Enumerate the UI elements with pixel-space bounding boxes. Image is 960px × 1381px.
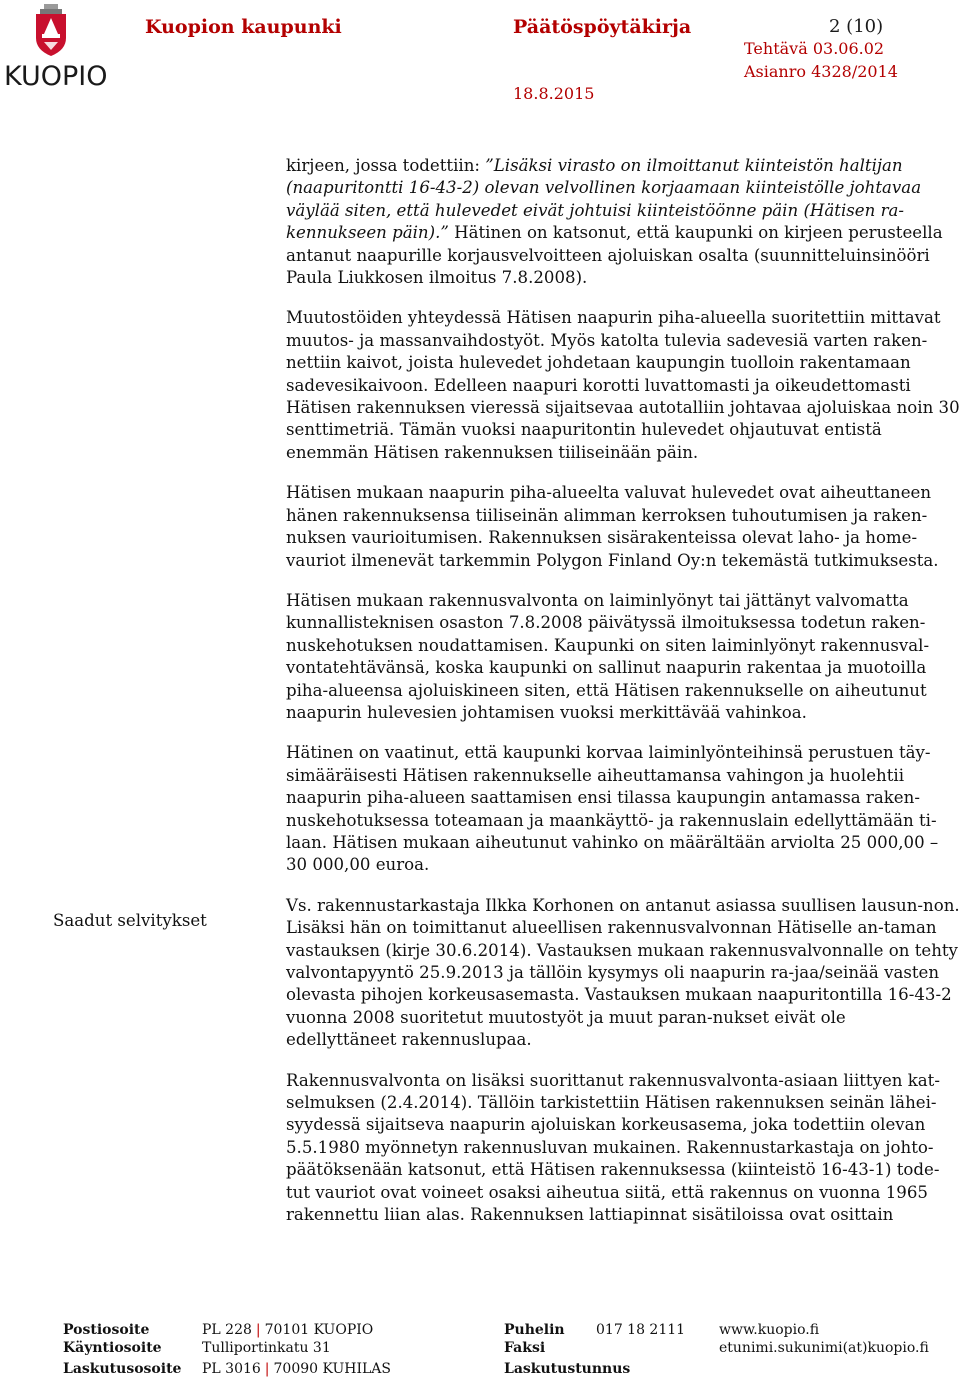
header-task: Tehtävä 03.06.02: [744, 39, 885, 58]
footer-separator: |: [264, 1361, 270, 1377]
header-page-number: 2 (10): [829, 16, 884, 37]
footer-puhelin: 017 18 2111: [596, 1322, 686, 1338]
paragraph-2: Muutostöiden yhteydessä Hätisen naapurin piha-alueella suoritettiin mittavat muutos- ja massanvaihdostyöt. Myös katolta tulevia sadevesiä varten raken-nettiin kaivot, joista hulevedet johdetaan kaupungin tuolloin rakentamaan sadevesikaivoon. Edelleen naapuri korotti luvattomasti ja oikeudettomasti Hätisen rakennuksen vieressä sijaitsevaa autotalliin johtavaa ajoluiskaa noin 30 senttimetriä. Tämän vuoksi naapuritontin hulevedet ohjautuvat entistä enemmän Hätisen rakennuksen tiiliseinään päin.: [286, 308, 960, 462]
footer-email-link[interactable]: etunimi.sukunimi(at)kuopio.fi: [719, 1340, 929, 1356]
footer-laskutustunnus-label: Laskutustunnus: [504, 1361, 631, 1377]
footer: [63, 1320, 960, 1380]
footer-postiosoite-label: Postiosoite: [63, 1322, 150, 1338]
footer-postiosoite-a: PL 228: [202, 1322, 252, 1338]
footer-postiosoite-b: 70101 KUOPIO: [264, 1322, 374, 1338]
footer-separator: |: [255, 1322, 261, 1338]
footer-laskutusosoite-a: PL 3016: [202, 1361, 261, 1377]
header-case-number: Asianro 4328/2014: [744, 62, 898, 81]
paragraph-1: [286, 155, 960, 289]
paragraph-6: Vs. rakennustarkastaja Ilkka Korhonen on antanut asiassa suullisen lausun-non. Lisäksi hän on toimittanut alueellisen rakennusvalvonnan Hätiselle an-taman vastauksen (kirje 30.6.2014). Vastauksen mukaan rakennusvalvonnalle on tehty valvontapyyntö 25.9.2013 ja tällöin kysymys oli naapurin ra-jaa/seinää vasten olevasta pihojen korkeusasemasta. Vastauksen mukaan naapuritontilla 16-43-2 vuonna 2008 suoritetut muutostyöt ja muut paran-nukset eivät ole edellyttäneet rakennuslupaa.: [286, 895, 960, 1050]
paragraph-7: Rakennusvalvonta on lisäksi suorittanut rakennusvalvonta-asiaan liittyen kat-selmuksen (2.4.2014). Tällöin tarkistettiin Hätisen rakennuksen seinän lähei-syydessä sijaitseva naapurin ajoluiskan korkeusasema, joka todettiin olevan 5.5.1980 myönnetyn rakennusluvan mukainen. Rakennustarkastaja on johto-päätöksenään katsonut, että Hätisen rakennuksessa (kiinteistö 16-43-1) tode-tut vauriot ovat voineet osaksi aiheutua siitä, että rakennus on vuonna 1965 rakennettu liian alas. Rakennuksen lattiapinnat sisätiloissa ovat osittain: [286, 1070, 940, 1225]
section-label-saadut-selvitykset: Saadut selvitykset: [53, 911, 207, 930]
document-body: [286, 155, 960, 1244]
footer-laskutusosoite-b: 70090 KUHILAS: [273, 1361, 391, 1377]
logo-wordmark: KUOPIO: [4, 61, 108, 92]
paragraph-1-rest: Hätinen on katsonut, että kaupunki on kirjeen perusteella antanut naapurille korjausvelvoitteen ajoluiskan osalta (suunnitteluinsinööri Paula Liukkosen ilmoitus 7.8.2008).: [286, 223, 943, 288]
paragraph-1-quote: ”Lisäksi virasto on ilmoittanut kiinteistön haltijan (naapuritontti 16-43-2) olevan velvollinen korjaamaan kiinteistölle johtavaa väylää siten, että hulevedet eivät johtuisi kiinteistöönne päin (Hätisen ra-kennukseen päin).”: [286, 156, 922, 243]
paragraph-3: Hätisen mukaan naapurin piha-alueelta valuvat hulevedet ovat aiheuttaneen hänen rakennuksensa tiiliseinän alimman kerroksen tuhoutumisen ja raken-nuksen vaurioitumisen. Rakennuksen sisärakenteissa olevat laho- ja home-vauriot ilmenevät tarkemmin Polygon Finland Oy:n tekemästä tutkimuksesta.: [286, 483, 939, 570]
coat-of-arms-icon: [34, 4, 68, 56]
paragraph-4: Hätisen mukaan rakennusvalvonta on laiminlyönyt tai jättänyt valvomatta kunnallisteknisen osaston 7.8.2008 päivätyssä ilmoituksessa todetun raken-nuskehotuksen noudattamisen. Kaupunki on siten laiminlyönyt rakennusval-vontatehtävänsä, koska kaupunki on sallinut naapurin rakentaa ja muotoilla piha-alueensa ajoluiskineen siten, että Hätisen rakennukselle on aiheutunut naapurin hulevesien johtamisen vuoksi merkittävää vahinkoa.: [286, 590, 930, 722]
footer-laskutusosoite-label: Laskutusosoite: [63, 1361, 182, 1377]
kuopio-logo: [4, 4, 108, 94]
header-city: Kuopion kaupunki: [145, 16, 342, 38]
footer-laskutusosoite: [202, 1359, 391, 1379]
footer-web-link[interactable]: www.kuopio.fi: [719, 1322, 820, 1338]
paragraph-5: Hätinen on vaatinut, että kaupunki korvaa laiminlyönteihinsä perustuen täy-simääräisesti Hätisen rakennukselle aiheuttamansa vahingon ja huolehtii naapurin piha-alueen saattamisen ensi tilassa kaupungin antamassa raken-nuskehotuksessa toteamaan ja maankäyttö- ja rakennuslain edellyttämään ti-laan. Hätisen mukaan aiheutunut vahinko on määrältään arviolta 25 000,00 – 30 000,00 euroa.: [286, 743, 939, 875]
header-date: 18.8.2015: [513, 84, 595, 103]
header-doc-type: Päätöspöytäkirja: [513, 16, 692, 38]
footer-puhelin-label: Puhelin: [504, 1322, 565, 1338]
footer-kayntiosoite-label: Käyntiosoite: [63, 1340, 162, 1356]
footer-postiosoite: [202, 1320, 373, 1340]
paragraph-1-lead: kirjeen, jossa todettiin:: [286, 156, 486, 175]
footer-faksi-label: Faksi: [504, 1340, 546, 1356]
footer-kayntiosoite: Tulliportinkatu 31: [202, 1340, 331, 1356]
